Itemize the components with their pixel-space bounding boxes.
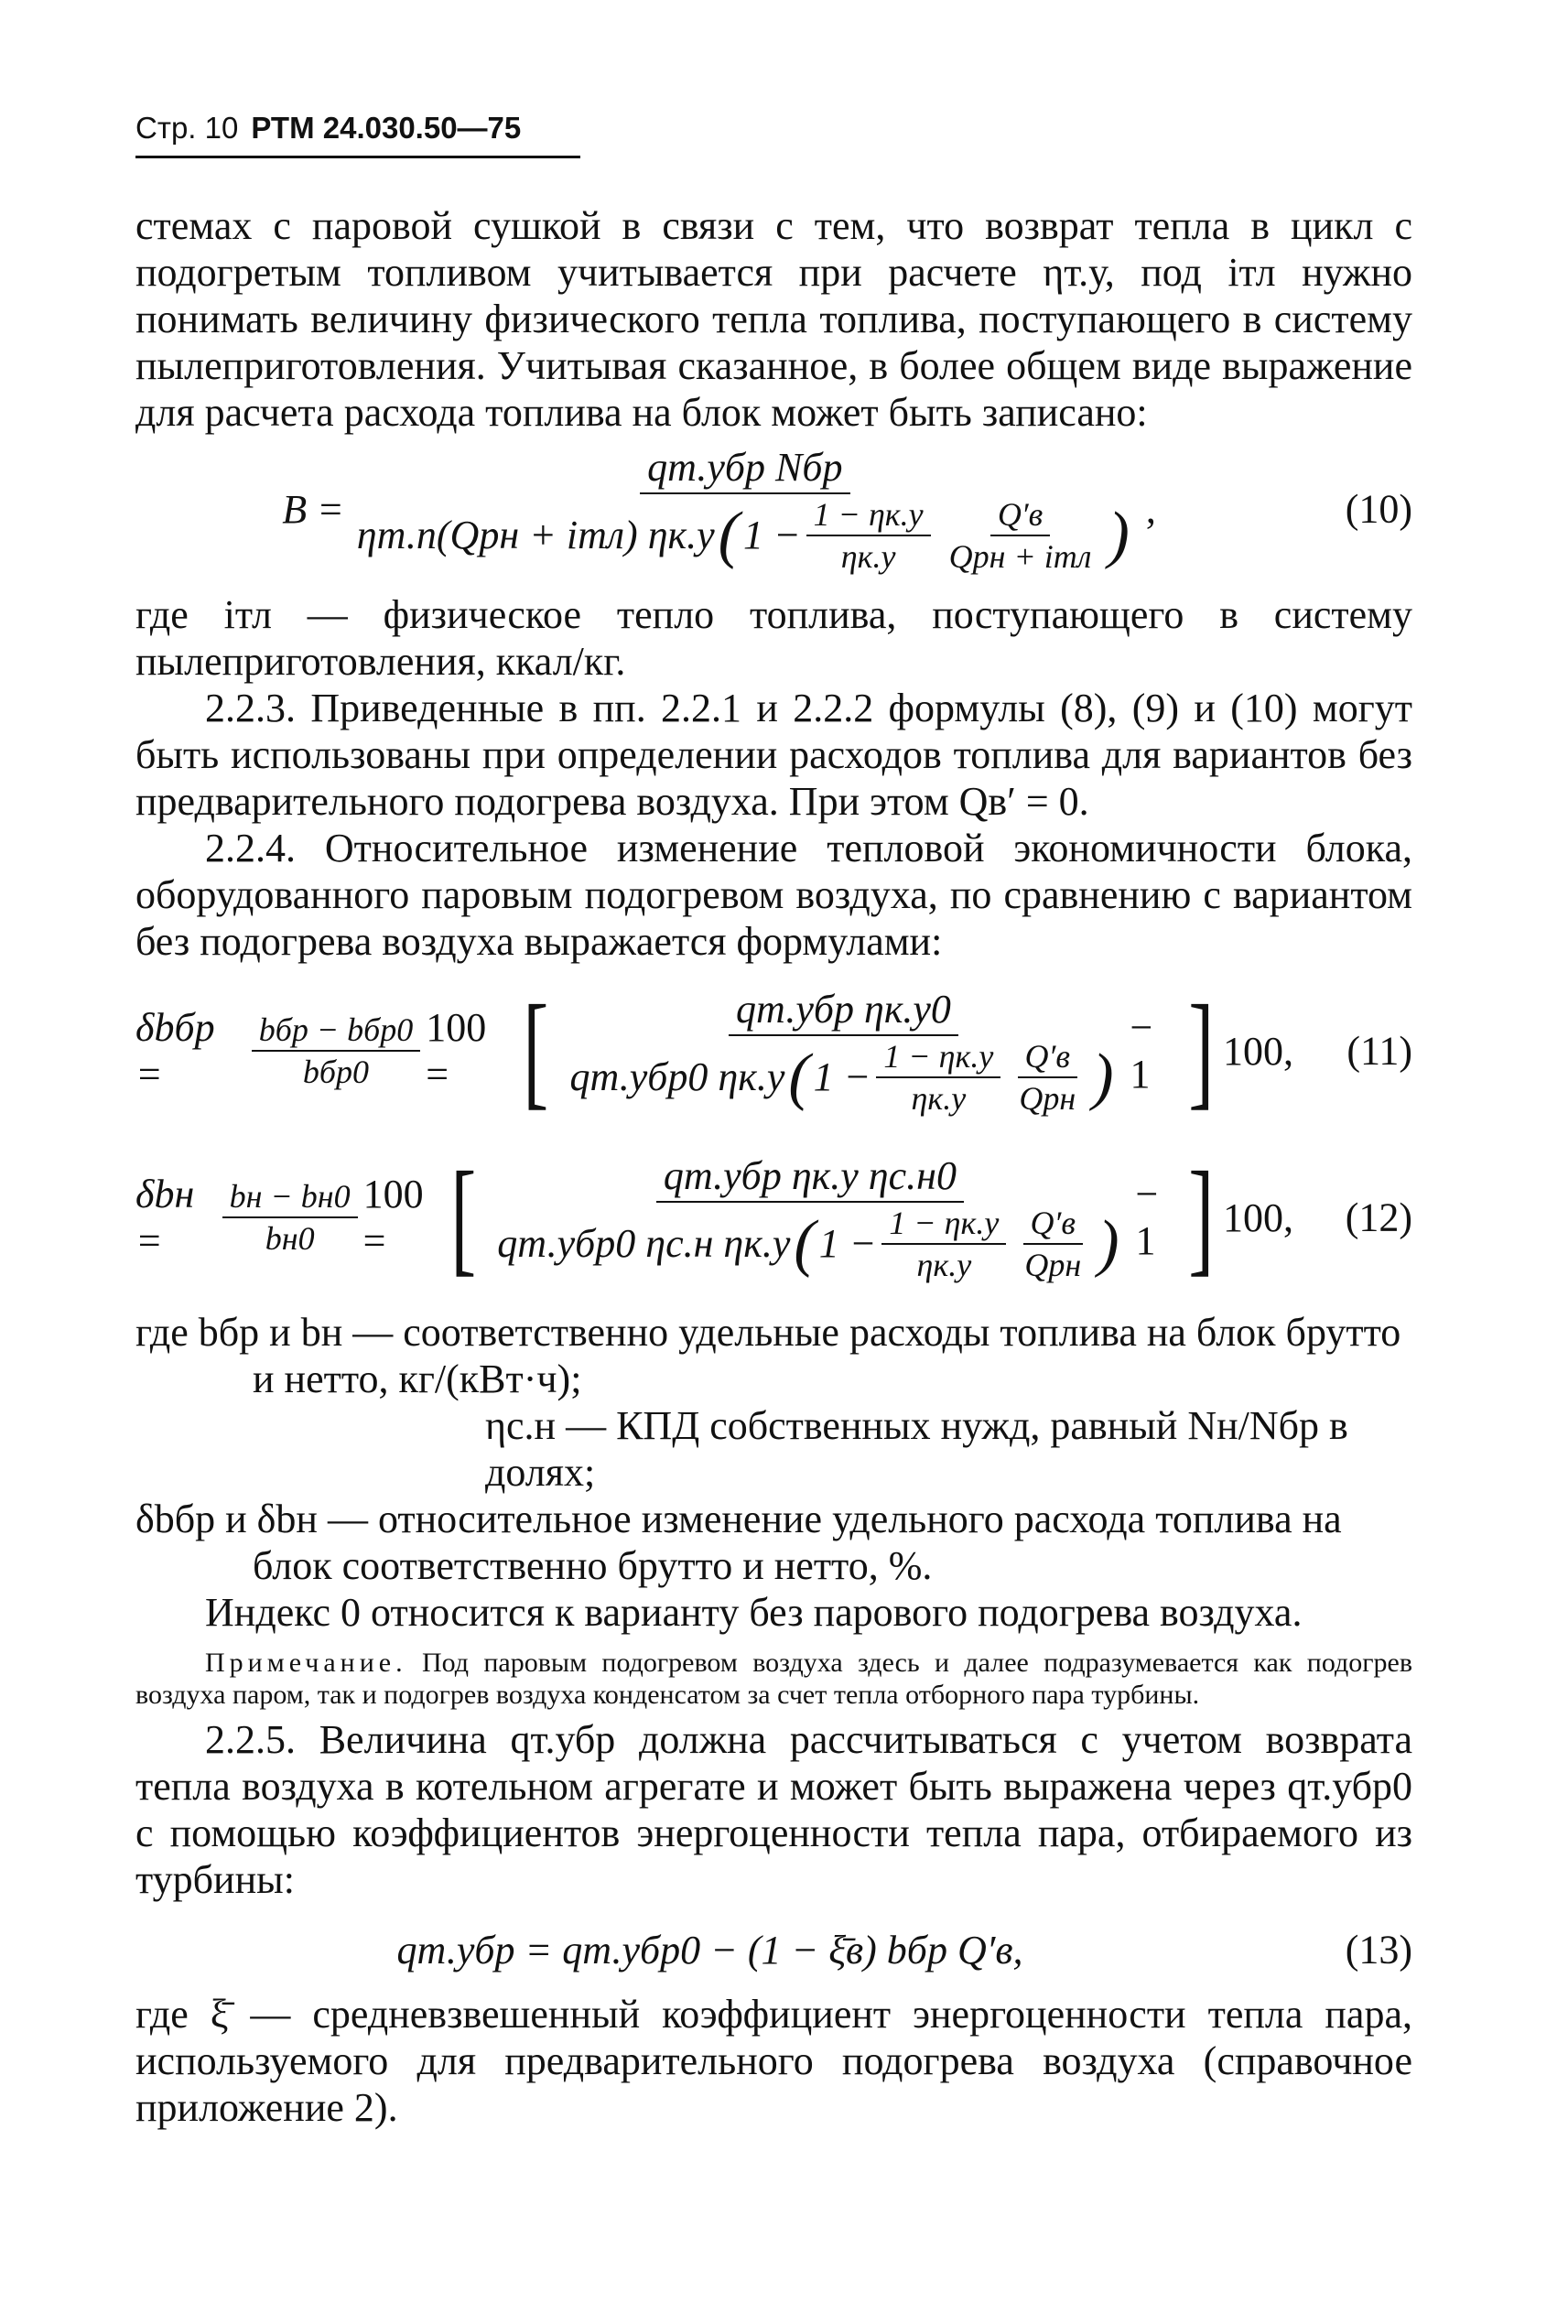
paragraph-index-zero: Индекс 0 относится к варианту без парового подогрева воздуха. <box>205 1590 1303 1635</box>
formula-10: B = qт.убр Nбр ηт.п(Qрн + iтл) ηк.у ( 1 − $\frac{1 - \eta к.у}{\eta к.у}$ $\frac{Q'в}{\text{Qрн + iтл}}$ ) , (10) <box>282 444 1412 575</box>
formula-10-numerator: qт.убр Nбр <box>640 444 849 494</box>
formula-12: δbн = $\frac{bн - bн0}{bн0}$ 100 = [ qт.убр ηк.у ηс.н0 qт.убр0 ηс.н ηк.у ( 1 − $\frac{1 - \eta к.у}{\eta к.у}$ $\frac{Q'в}{\text{Qрн}}$ ) − 1 ] 100, (12) <box>135 1146 1412 1288</box>
formula-12-inner-numerator: 1 − ηк.у <box>881 1205 1006 1245</box>
note-block <box>135 1647 1412 1711</box>
where-delta-definitions: δbбр и δbн — относительное изменение удельного расхода топлива на блок соответственно брутто и нетто, %. <box>135 1497 1342 1588</box>
formula-12-denominator: qт.убр0 ηс.н ηк.у <box>497 1221 791 1266</box>
paragraph-where-itl: где iтл — физическое тепло топлива, поступающего в систему пылеприготовления, ккал/кг. <box>135 592 1412 684</box>
formula-11-tail: − 1 <box>1130 1005 1153 1097</box>
formula-12-inner-denominator: ηк.у <box>916 1246 972 1283</box>
formula-12-ratio-denominator: bн0 <box>265 1220 315 1257</box>
equation-number-13: (13) <box>1345 1927 1412 1973</box>
formula-10-q-numerator: Q′в <box>990 496 1051 536</box>
formula-12-ratio-numerator: bн − bн0 <box>222 1178 358 1218</box>
page-header <box>135 110 580 158</box>
equation-number-12: (12) <box>1345 1194 1412 1240</box>
formula-10-denominator: ηт.п(Qрн + iтл) ηк.у <box>356 513 715 557</box>
paragraph-2-2-3: 2.2.3. Приведенные в пп. 2.2.1 и 2.2.2 формулы (8), (9) и (10) могут быть использованы при определении расходов топлива для вариантов без предварительного подогрева воздуха. При этом Qв′ = 0. <box>135 686 1412 824</box>
formula-11-denominator: qт.убр0 ηк.у <box>569 1054 785 1099</box>
formula-10-inner-denominator: ηк.у <box>840 537 896 575</box>
formula-10-inner-numerator: 1 − ηк.у <box>806 496 931 536</box>
paragraph-2-2-4: 2.2.4. Относительное изменение тепловой экономичности блока, оборудованного паровым подогревом воздуха, по сравнению с вариантом без подогрева воздуха выражается формулами: <box>135 826 1412 964</box>
formula-11: δbбр = $\frac{\text{bбр − bбр0}}{\text{bбр0}}$ 100 = [ qт.убр ηк.у0 qт.убр0 ηк.у ( 1 − $\frac{1 - \eta к.у}{\eta к.у}$ $\frac{Q'в}{\text{Qрн}}$ ) − 1 ] 100, (11) <box>135 979 1412 1121</box>
formula-11-inner-denominator: ηк.у <box>911 1079 967 1117</box>
paragraph-intro: стемах с паровой сушкой в связи с тем, что возврат тепла в цикл с подогретым топливом учитывается при расчете ηт.у, под iтл нужно понимать величину физического тепла топлива, поступающего в систему пылеприготовления. Учитывая сказанное, в более общем виде выражение для расчета расхода топлива на блок может быть записано: <box>135 203 1412 435</box>
where-b-definitions: где bбр и bн — соответственно удельные расходы топлива на блок брутто и нетто, кг/(кВт·ч); <box>135 1310 1401 1401</box>
formula-11-mult: 100 = <box>426 1005 487 1097</box>
equation-number-10: (10) <box>1345 486 1412 532</box>
document-page <box>135 110 1412 2131</box>
formula-12-tail: − 1 <box>1135 1172 1159 1263</box>
formula-11-lhs: δbбр = <box>135 1005 215 1097</box>
formula-12-q-numerator: Q′в <box>1023 1205 1084 1245</box>
note-label: Примечание. <box>205 1648 407 1678</box>
formula-13 <box>135 1908 1412 1991</box>
equation-number-11: (11) <box>1346 1028 1412 1074</box>
formula-11-q-numerator: Q′в <box>1018 1038 1078 1078</box>
paragraph-2-2-5: 2.2.5. Величина qт.убр должна рассчитываться с учетом возврата тепла воздуха в котельном агрегате и может быть выражена через qт.убр0 с помощью коэффициентов энергоценности тепла пара, отбираемого из турбины: <box>135 1717 1412 1902</box>
paragraph-where-xi: где ξ̄ — средневзвешенный коэффициент энергоценности тепла пара, используемого для предварительного подогрева воздуха (справочное приложение 2). <box>135 1992 1412 2130</box>
formula-11-q-denominator: Qрн <box>1019 1079 1076 1117</box>
formula-12-q-denominator: Qрн <box>1024 1246 1082 1283</box>
formula-12-lhs: δbн = <box>135 1172 195 1263</box>
formula-10-q-denominator: Qрн + iтл <box>948 537 1092 575</box>
formula-10-lhs: B = <box>282 486 344 532</box>
formula-11-after: 100, <box>1223 1028 1293 1074</box>
formula-11-numerator: qт.убр ηк.у0 <box>729 986 958 1036</box>
formula-11-inner-numerator: 1 − ηк.у <box>876 1038 1000 1078</box>
formula-12-numerator: qт.убр ηк.у ηс.н0 <box>656 1152 964 1203</box>
where-eta-definition: ηс.н — КПД собственных нужд, равный Nн/Nбр в долях; <box>485 1403 1348 1495</box>
formula-11-ratio-denominator: bбр0 <box>302 1054 370 1090</box>
page-number-label: Стр. 10 <box>135 111 239 145</box>
document-code: РТМ 24.030.50—75 <box>251 111 522 145</box>
note-text: Под паровым подогревом воздуха здесь и далее подразумевается как подогрев воздуха паром, так и подогрев воздуха конденсатом за счет тепла отборного пара турбины. <box>135 1648 1412 1710</box>
formula-12-after: 100, <box>1223 1194 1293 1240</box>
formula-13-expression: qт.убр = qт.убр0 − (1 − ξ̄в) bбр Q′в, <box>396 1927 1023 1973</box>
formula-11-ratio-numerator: bбр − bбр0 <box>252 1011 421 1052</box>
formula-12-mult: 100 = <box>362 1172 424 1263</box>
